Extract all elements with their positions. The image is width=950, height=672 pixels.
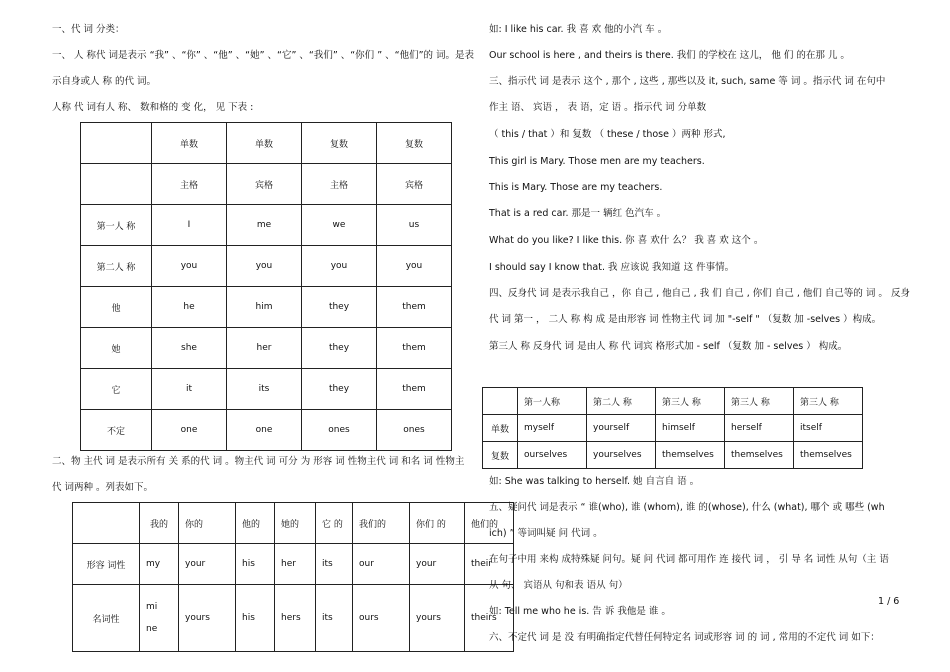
table-cell: his [236, 585, 275, 652]
table-cell: ones [377, 410, 452, 451]
table-cell: her [227, 328, 302, 369]
table-cell: 第三人 称 [656, 388, 725, 415]
table-cell: one [152, 410, 227, 451]
table-cell [140, 585, 179, 652]
table-row [81, 287, 452, 328]
table-cell: your [410, 544, 465, 585]
interrogative-pronoun-paragraph-line2: ich) ” 等词叫疑 问 代词 。 [489, 528, 603, 539]
table-cell: 形容 词性 [73, 544, 140, 585]
table-row [81, 410, 452, 451]
table-cell: 你的 [179, 503, 236, 544]
table-cell: ones [302, 410, 377, 451]
table-row [483, 415, 863, 442]
table-cell: its [316, 544, 353, 585]
table-cell: you [227, 246, 302, 287]
table-cell: 第二人 称 [587, 388, 656, 415]
table-cell: it [152, 369, 227, 410]
example-line: 如: Tell me who he is. 告 诉 我他是 谁 。 [489, 606, 671, 617]
table-cell: you [302, 246, 377, 287]
table-cell: you [377, 246, 452, 287]
table-row [81, 328, 452, 369]
table-cell: them [377, 328, 452, 369]
table-cell: theirs [465, 585, 514, 652]
possessive-pronoun-paragraph-line1: 二、物 主代 词 是表示所有 关 系的代 词 。物主代 词 可分 为 形容 词 性物主代 词 和名 词 性物主 [52, 456, 465, 467]
table-cell: him [227, 287, 302, 328]
table-cell: yours [179, 585, 236, 652]
table-cell: your [179, 544, 236, 585]
page-number: 1 / 6 [878, 596, 900, 607]
table-cell: we [302, 205, 377, 246]
table-cell: 复数 [302, 123, 377, 164]
table-cell: its [227, 369, 302, 410]
table-cell: 我们的 [353, 503, 410, 544]
table-cell: 单数 [152, 123, 227, 164]
table-cell: himself [656, 415, 725, 442]
example-line: What do you like? I like this. 你 喜 欢什 么？ 我 喜 欢 这个 。 [489, 235, 764, 246]
indefinite-pronoun-paragraph-line1: 六、不定代 词 是 没 有明确指定代替任何特定名 词或形容 词 的 词 , 常用的不定代 词 如下： [489, 632, 880, 643]
table-cell: she [152, 328, 227, 369]
table-row [73, 585, 514, 652]
example-line: Our school is here , and theirs is there. 我们 的学校在 这儿， 他 们 的在那 儿 。 [489, 50, 850, 61]
table-cell: 名词性 [73, 585, 140, 652]
table-row [73, 544, 514, 585]
table-cell: 单数 [227, 123, 302, 164]
table-cell [73, 503, 140, 544]
table-cell [81, 123, 152, 164]
table-cell: her [275, 544, 316, 585]
table-cell: 复数 [377, 123, 452, 164]
table-cell: 单数 [483, 415, 518, 442]
personal-pronoun-table [80, 122, 452, 451]
example-line: 如: I like his car. 我 喜 欢 他的小汽 车 。 [489, 24, 668, 35]
table-cell: they [302, 328, 377, 369]
table-row [81, 205, 452, 246]
table-cell: 宾格 [377, 164, 452, 205]
table-cell: 她的 [275, 503, 316, 544]
table-header-row [73, 503, 514, 544]
table-cell: its [316, 585, 353, 652]
table-cell [81, 164, 152, 205]
table-cell: us [377, 205, 452, 246]
table-cell: myself [518, 415, 587, 442]
table-cell [483, 388, 518, 415]
personal-pronoun-paragraph-line1: 一、 人 称代 词是表示 “我” 、“你” 、“他” 、“她” 、“它” 、“我们” 、“你们 ” 、“他们”的 词。是表 [52, 50, 475, 61]
reflexive-pronoun-paragraph-line1: 四、反身代 词 是表示我自己 ，你 自己 , 他自己 , 我 们 自己 , 你们 自己 , 他们 自己等的 词 。 反身 [489, 288, 910, 299]
table-cell: I [152, 205, 227, 246]
table-cell: 主格 [302, 164, 377, 205]
demonstrative-pronoun-paragraph-line3: （ this / that ）和 复数 （ these / those ）两种 形式, [489, 129, 726, 140]
table-cell: 第三人 称 [725, 388, 794, 415]
interrogative-pronoun-paragraph-line1: 五、疑问代 词是表示 “ 谁(who), 谁 (whom), 谁 的(whose), 什么 (what), 哪个 或 哪些 (wh [489, 502, 885, 513]
table-cell: ourselves [518, 442, 587, 469]
example-line: This is Mary. Those are my teachers. [489, 182, 663, 193]
personal-pronoun-paragraph-line2: 示自身或人 称 的代 词。 [52, 76, 157, 87]
table-cell: 他们的 [465, 503, 514, 544]
table-cell: 不定 [81, 410, 152, 451]
table-cell: herself [725, 415, 794, 442]
table-cell: 复数 [483, 442, 518, 469]
table-row [483, 442, 863, 469]
table-cell: 主格 [152, 164, 227, 205]
demonstrative-pronoun-paragraph-line1: 三、指示代 词 是表示 这个 , 那个 , 这些 , 那些以及 it, such, same 等 词 。指示代 词 在句中 [489, 76, 886, 87]
table-cell: 它 的 [316, 503, 353, 544]
possessive-pronoun-paragraph-line2: 代 词两种 。列表如下。 [52, 482, 154, 493]
mine-text: mine [146, 602, 158, 634]
table-cell: yourself [587, 415, 656, 442]
example-line: That is a red car. 那是一 辆红 色汽车 。 [489, 208, 667, 219]
table-cell: 第二人 称 [81, 246, 152, 287]
table-header-row [81, 164, 452, 205]
section-heading-pronoun-classification: 一、代 词 分类： [52, 24, 125, 35]
table-cell: them [377, 287, 452, 328]
example-line: I should say I know that. 我 应该说 我知道 这 件事情。 [489, 262, 735, 273]
possessive-pronoun-table [72, 502, 514, 652]
table-cell: he [152, 287, 227, 328]
table-cell: itself [794, 415, 863, 442]
table-cell: 她 [81, 328, 152, 369]
table-cell: their [465, 544, 514, 585]
reflexive-pronoun-paragraph-line3: 第三人 称 反身代 词 是由人 称 代 词宾 格形式加 - self （复数 加 - selves ） 构成。 [489, 341, 848, 352]
table-cell: themselves [794, 442, 863, 469]
table-cell: 宾格 [227, 164, 302, 205]
table-cell: you [152, 246, 227, 287]
table-cell: 你们 的 [410, 503, 465, 544]
table-cell: one [227, 410, 302, 451]
table-cell: themselves [656, 442, 725, 469]
table-cell: 我的 [140, 503, 179, 544]
table-row [81, 246, 452, 287]
table-cell: yourselves [587, 442, 656, 469]
table-cell: me [227, 205, 302, 246]
table-header-row [483, 388, 863, 415]
interrogative-pronoun-paragraph-line4: 从 句、 宾语从 句和表 语从 句） [489, 580, 628, 591]
table-cell: hers [275, 585, 316, 652]
table-cell: 第三人 称 [794, 388, 863, 415]
table-cell: 它 [81, 369, 152, 410]
reflexive-pronoun-paragraph-line2: 代 词 第一 ， 二人 称 构 成 是由形容 词 性物主代 词 加 "-self " （复数 加 -selves ）构成。 [489, 314, 882, 325]
table-cell: 他 [81, 287, 152, 328]
personal-pronoun-intro: 人称 代 词有人 称、 数和格的 变 化， 见 下表 : [52, 102, 254, 113]
table-cell: our [353, 544, 410, 585]
table-cell: yours [410, 585, 465, 652]
table-cell: themselves [725, 442, 794, 469]
table-row [81, 369, 452, 410]
table-cell: 第一人称 [518, 388, 587, 415]
table-cell: them [377, 369, 452, 410]
table-header-row [81, 123, 452, 164]
table-cell: they [302, 369, 377, 410]
table-cell: ours [353, 585, 410, 652]
example-line: This girl is Mary. Those men are my teachers. [489, 156, 705, 167]
table-cell: his [236, 544, 275, 585]
table-cell: 第一人 称 [81, 205, 152, 246]
table-cell: 他的 [236, 503, 275, 544]
table-cell: they [302, 287, 377, 328]
interrogative-pronoun-paragraph-line3: 在句子中用 来构 成特殊疑 问句。疑 问 代词 都可用作 连 接代 词 ， 引 导 名 词性 从句（主 语 [489, 554, 889, 565]
table-cell: my [140, 544, 179, 585]
reflexive-pronoun-table [482, 387, 863, 469]
example-line: 如: She was talking to herself. 她 自言自 语 。 [489, 476, 700, 487]
demonstrative-pronoun-paragraph-line2: 作主 语、 宾语 ， 表 语，定 语 。指示代 词 分单数 [489, 102, 707, 113]
